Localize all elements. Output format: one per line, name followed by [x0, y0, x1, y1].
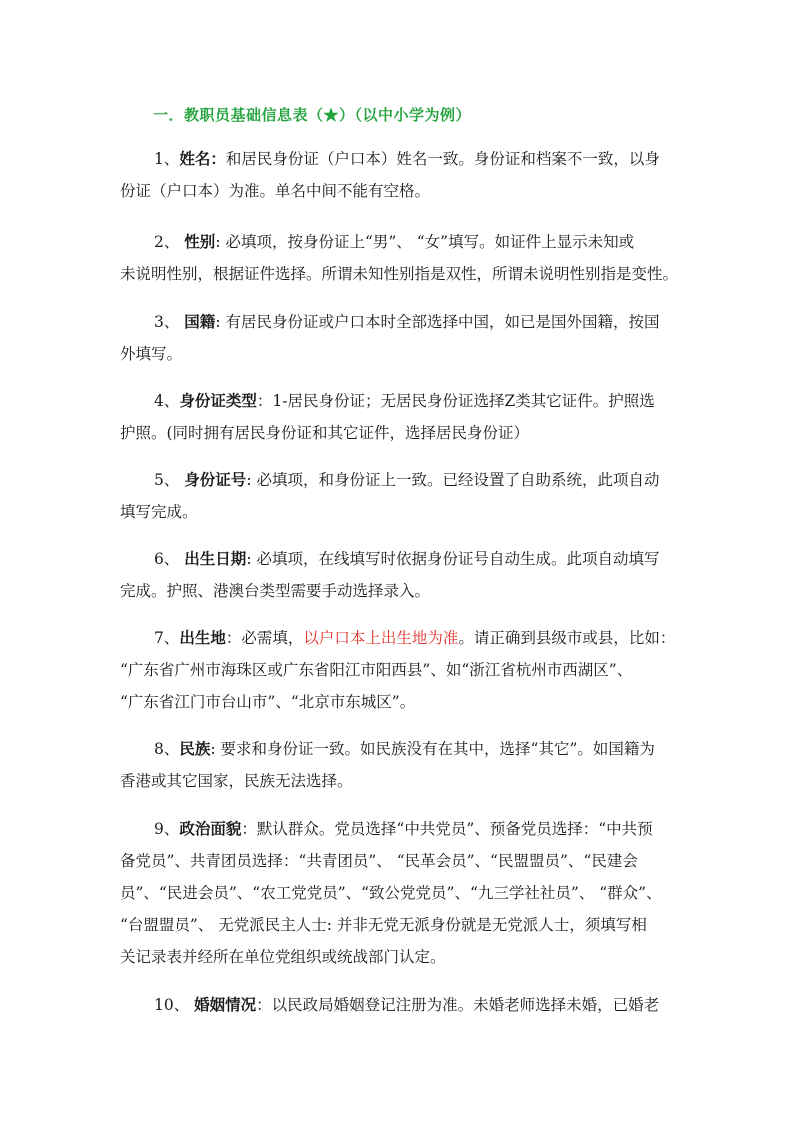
item-label: 婚姻情况 [194, 995, 257, 1014]
item-label: 国籍 [184, 312, 216, 331]
item-line: “台盟盟员”、 无党派民主人士: 并非无党无派身份就是无党派人士，须填写相 [120, 916, 647, 934]
item-id-number [120, 464, 690, 528]
item-number: 7、 [154, 629, 180, 647]
item-line [120, 622, 690, 654]
item-id-type [120, 385, 690, 449]
item-line: “广东省广州市海珠区或广东省阳江市阳西县”、如“浙江省杭州市西湖区”、 [120, 661, 633, 679]
item-political-status [120, 813, 690, 973]
item-number: 1、 [154, 150, 180, 168]
item-line [120, 385, 690, 417]
item-label: 姓名： [179, 149, 226, 168]
item-line [120, 143, 690, 175]
item-line [120, 464, 690, 496]
item-text: ：必需填， [225, 629, 304, 647]
item-text: : 必填项，和身份证上一致。已经设置了自助系统，此项自动 [246, 471, 660, 489]
item-gender [120, 226, 690, 290]
item-name [120, 143, 690, 207]
item-line [120, 989, 690, 1021]
item-text: 。请正确到县级市或县，比如： [458, 629, 676, 647]
item-line: 关记录表并经所在单位党组织或统战部门认定。 [120, 948, 446, 966]
item-line: “广东省江门市台山市”、“北京市东城区”。 [120, 693, 416, 711]
item-number: 5、 [154, 471, 185, 489]
item-number: 3、 [154, 313, 185, 331]
item-text: ：以民政局婚姻登记注册为准。未婚老师选择未婚，已婚老 [256, 996, 660, 1014]
item-line [120, 813, 690, 845]
item-number: 8、 [154, 740, 180, 758]
item-text: : 有居民身份证或户口本时全部选择中国，如已是国外国籍，按国 [215, 313, 660, 331]
item-text: : 必填项，按身份证上“男”、 “女”填写。如证件上显示未知或 [215, 233, 635, 251]
item-text: : 要求和身份证一致。如民族没有在其中，选择“其它”。如国籍为 [210, 740, 655, 758]
section-title: 一．教职员基础信息表（★）（以中小学为例） [153, 106, 472, 124]
item-number: 10、 [154, 996, 195, 1014]
item-line: 填写完成。 [120, 503, 198, 521]
item-text: ：默认群众。党员选择“中共党员”、预备党员选择：“中共预 [241, 820, 653, 838]
item-birth-date [120, 543, 690, 607]
item-text: ：1-居民身份证；无居民身份证选择Z类其它证件。护照选 [256, 392, 655, 410]
item-number: 4、 [154, 392, 180, 410]
item-line: 份证（户口本）为准。单名中间不能有空格。 [120, 182, 431, 200]
item-line [120, 543, 690, 575]
item-label: 民族 [179, 739, 211, 758]
highlight-text: 以户口本上出生地为准 [303, 629, 459, 647]
item-line: 护照。(同时拥有居民身份证和其它证件，选择居民身份证） [120, 424, 530, 442]
item-number: 2、 [154, 233, 185, 251]
item-ethnicity [120, 733, 690, 797]
item-label: 出生地 [179, 628, 226, 647]
item-label: 身份证号 [184, 470, 247, 489]
item-line [120, 733, 690, 765]
item-line: 完成。护照、港澳台类型需要手动选择录入。 [120, 582, 431, 600]
item-marital-status [120, 989, 690, 1021]
item-number: 6、 [154, 550, 185, 568]
item-line: 外填写。 [120, 345, 183, 363]
item-line: 备党员”、共青团员选择：“共青团员”、 “民革会员”、“民盟盟员”、“民建会 [120, 852, 638, 870]
item-label: 政治面貌 [179, 819, 242, 838]
item-text: : 必填项，在线填写时依据身份证号自动生成。此项自动填写 [246, 550, 660, 568]
item-line: 员”、“民进会员”、“农工党党员”、“致公党党员”、“九三学社社员”、 “群众”、 [120, 884, 662, 902]
item-line [120, 306, 690, 338]
item-label: 性别 [184, 232, 216, 251]
item-label: 身份证类型 [179, 391, 257, 410]
item-number: 9、 [154, 820, 180, 838]
item-line [120, 226, 690, 258]
item-line: 未说明性别，根据证件选择。所谓未知性别指是双性，所谓未说明性别指是变性。 [120, 265, 679, 283]
item-line: 香港或其它国家，民族无法选择。 [120, 772, 353, 790]
item-nationality [120, 306, 690, 370]
item-text: 和居民身份证（户口本）姓名一致。身份证和档案不一致，以身 [225, 150, 660, 168]
item-label: 出生日期 [184, 549, 247, 568]
item-birthplace [120, 622, 690, 718]
